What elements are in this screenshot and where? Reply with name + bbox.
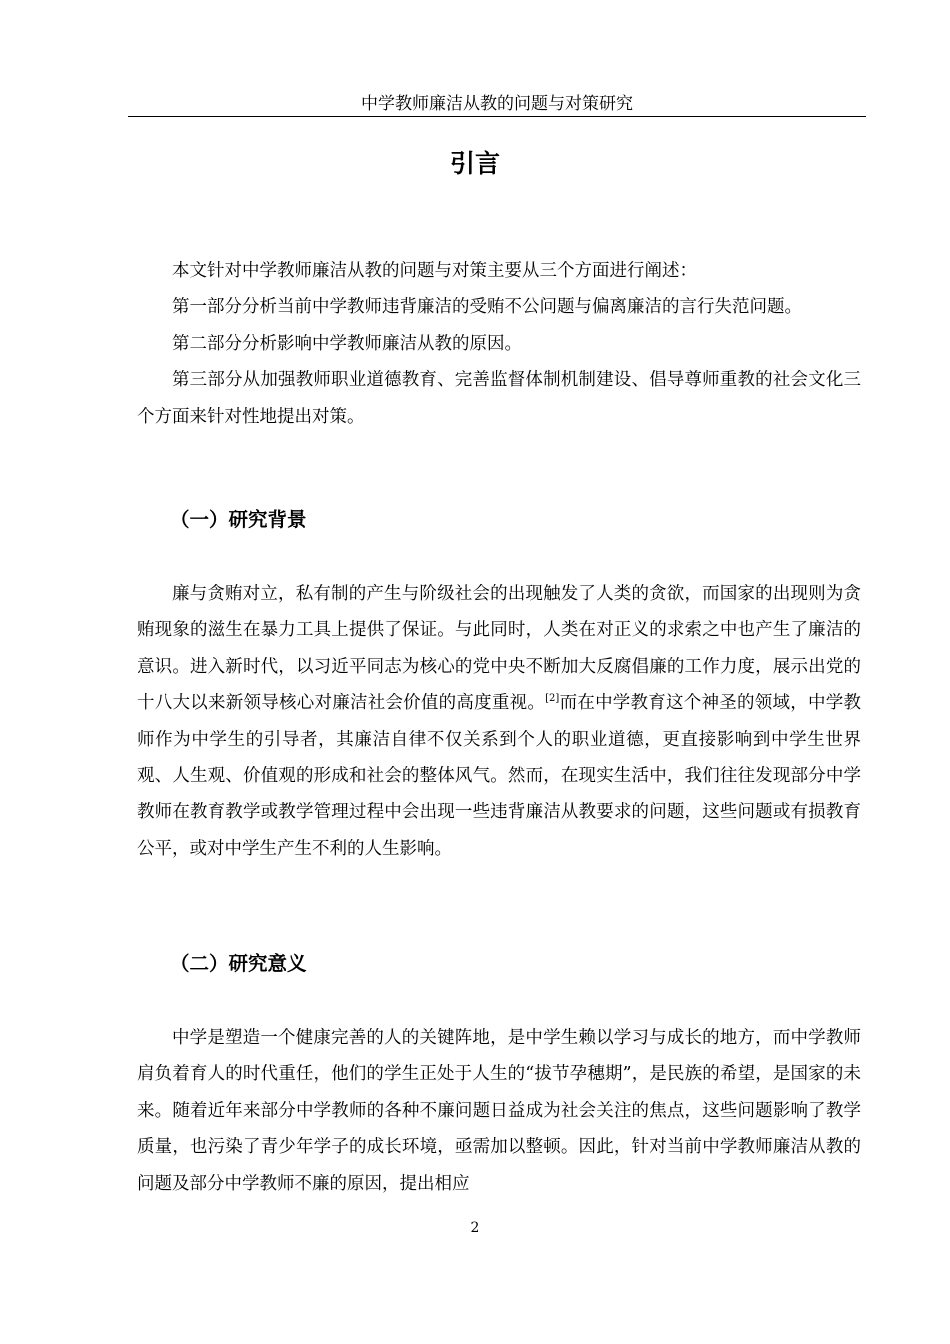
background-text-continued: 而在中学教育这个神圣的领域，中学教师作为中学生的引导者，其廉洁自律不仅关系到个人的职业道德，更直接影响到中学生世界观、人生观、价值观的形成和社会的整体风气。然而，在现实生活中，我们往往发现部分中学教师在教育教学或教学管理过程中会出现一些违背廉洁从教要求的问题，这些问题或有损教育公平，或对中学生产生不利的人生影响。	[137, 693, 862, 859]
citation-marker: [2]	[545, 693, 560, 705]
intro-section	[137, 253, 861, 435]
section-heading-significance: （二）研究意义	[170, 952, 307, 975]
page-number: 2	[470, 1220, 480, 1236]
page-title: 引言	[449, 149, 500, 178]
header-divider	[128, 116, 866, 117]
intro-paragraph: 第一部分分析当前中学教师违背廉洁的受贿不公问题与偏离廉洁的言行失范问题。	[172, 297, 802, 318]
significance-section	[137, 1020, 861, 1202]
background-text: 廉与贪贿对立，私有制的产生与阶级社会的出现触发了人类的贪欲，而国家的出现则为贪贿现象的滋生在暴力工具上提供了保证。与此同时，人类在对正义的求索之中也产生了廉洁的意识。进入新时代，以习近平同志为核心的党中央不断加大反腐倡廉的工作力度，展示出党的十八大以来新领导核心对廉洁社会价值的高度重视。	[137, 584, 861, 714]
significance-paragraph: 中学是塑造一个健康完善的人的关键阵地，是中学生赖以学习与成长的地方，而中学教师肩负着育人的时代重任，他们的学生正处于人生的“拔节孕穗期”，是民族的希望，是国家的未来。随着近年来部分中学教师的各种不廉问题日益成为社会关注的焦点，这些问题影响了教学质量，也污染了青少年学子的成长环境，亟需加以整顿。因此，针对当前中学教师廉洁从教的问题及部分中学教师不廉的原因，提出相应	[137, 1028, 861, 1194]
background-paragraph	[137, 576, 861, 867]
intro-paragraph: 第二部分分析影响中学教师廉洁从教的原因。	[172, 333, 522, 354]
section-heading-background: （一）研究背景	[170, 508, 307, 531]
intro-paragraph: 第三部分从加强教师职业道德教育、完善监督体制机制建设、倡导尊师重教的社会文化三个方面来针对性地提出对策。	[137, 370, 861, 427]
intro-paragraph: 本文针对中学教师廉洁从教的问题与对策主要从三个方面进行阐述：	[172, 261, 697, 281]
running-header: 中学教师廉洁从教的问题与对策研究	[361, 94, 633, 114]
background-section	[137, 576, 861, 867]
